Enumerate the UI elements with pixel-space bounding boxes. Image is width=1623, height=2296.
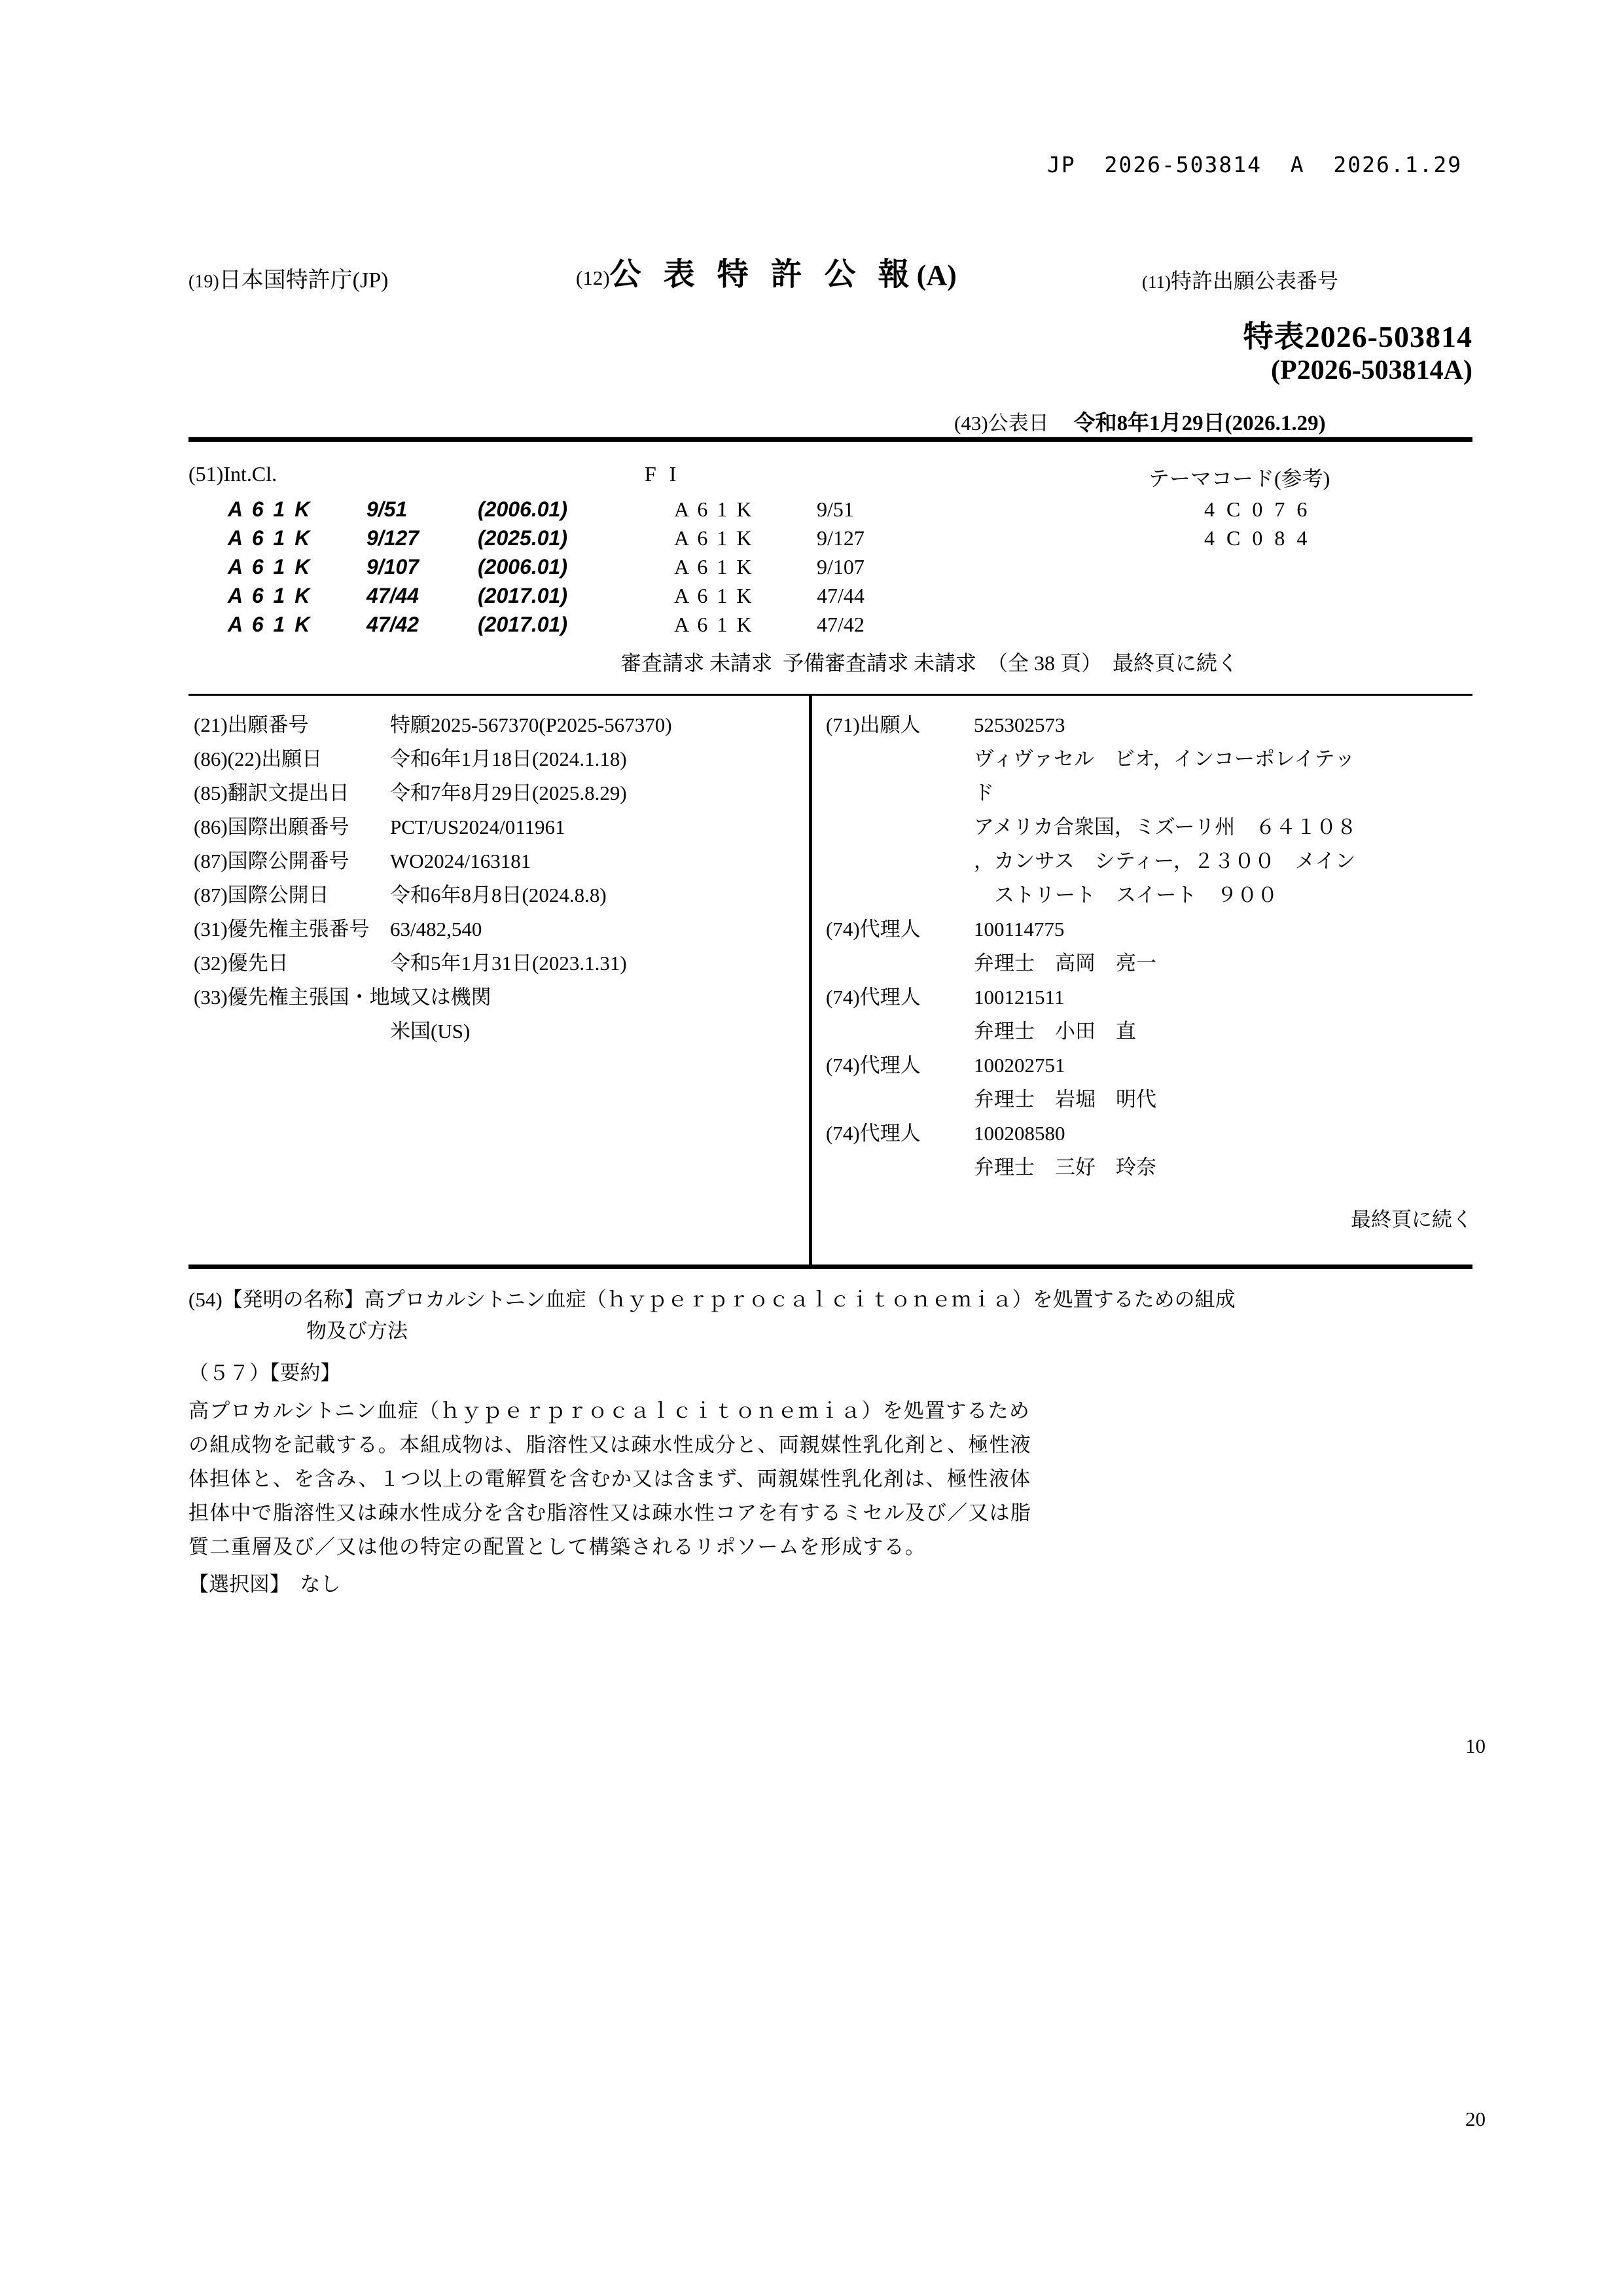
- fi-header: F I: [645, 462, 681, 486]
- document-type: [576, 249, 957, 294]
- abstract-line-5: 質二重層及び／又は他の特定の配置として構築されるリポソームを形成する。: [188, 1535, 926, 1558]
- field-translation-date: [194, 779, 802, 807]
- agent-2-code: (74)代理人: [826, 986, 921, 1009]
- intcl-group-5: 47/42: [366, 613, 419, 636]
- fi-group-3: 9/107: [817, 555, 865, 579]
- field-international-publication-number: [194, 847, 802, 875]
- field-applicant: [826, 711, 1474, 739]
- priority-country-value: 米国(US): [390, 1020, 471, 1043]
- intl-publication-number-code: (87)国際公開番号: [194, 850, 349, 872]
- agent-3-id: 100202751: [974, 1054, 1065, 1077]
- agent-4-name: [826, 1153, 1474, 1181]
- invention-title-block: [188, 1284, 1478, 1347]
- line-marker-20: 20: [1465, 2108, 1486, 2130]
- intcl-symbol-4: A 6 1 K: [228, 584, 312, 607]
- publication-date: [954, 406, 1326, 437]
- intcl-group-2: 9/127: [366, 526, 419, 550]
- agent-1-title: 弁理士: [974, 952, 1035, 975]
- intcl-version-5: (2017.01): [478, 613, 567, 636]
- theme-code-2: 4 C 0 8 4: [1204, 526, 1311, 550]
- selected-figure: 【選択図】 なし: [188, 1573, 341, 1596]
- rule-top: [188, 437, 1472, 442]
- applicant-code: (71)出願人: [826, 713, 921, 736]
- issuing-office: [188, 262, 388, 294]
- biblio-left-column: [194, 711, 802, 1051]
- intl-application-number-value: PCT/US2024/011961: [390, 816, 565, 838]
- office-code: (19): [188, 272, 219, 292]
- biblio-right-column: [826, 711, 1474, 1187]
- intcl-symbol-2: A 6 1 K: [228, 526, 312, 550]
- filing-date-value: 令和6年1月18日(2024.1.18): [390, 747, 627, 770]
- theme-code-header: テーマコード(参考): [1149, 467, 1330, 490]
- field-priority-date: [194, 949, 802, 977]
- intcl-symbol-3: A 6 1 K: [228, 555, 312, 579]
- applicant-address-line-2: ，カンサス シティー，２３００ メイン: [974, 850, 1356, 872]
- line-marker-10: 10: [1465, 1734, 1486, 1757]
- intcl-label: Int.Cl.: [223, 462, 277, 486]
- agent-3-code: (74)代理人: [826, 1054, 921, 1077]
- agent-4-title: 弁理士: [974, 1156, 1035, 1179]
- document-kind-code: (A): [916, 259, 957, 291]
- intcl-version-1: (2006.01): [478, 497, 567, 521]
- intl-publication-date-code: (87)国際公開日: [194, 884, 329, 906]
- abstract-line-1: 高プロカルシトニン血症（ｈｙｐｅｒｐｒｏｃａｌｃｉｔｏｎｅｍｉａ）を処置するため: [188, 1399, 1030, 1422]
- abstract-line-3: 体担体と、を含み、１つ以上の電解質を含むか又は含まず、両親媒性乳化剤は、極性液体: [188, 1467, 1031, 1490]
- fi-group-2: 9/127: [817, 526, 865, 550]
- publication-date-label: 公表日: [988, 412, 1049, 435]
- agent-2-name: [826, 1017, 1474, 1045]
- field-international-publication-date: [194, 881, 802, 909]
- fi-symbol-4: A 6 1 K: [674, 584, 754, 607]
- invention-title-line-2: 物及び方法: [306, 1319, 408, 1342]
- field-agent-3: [826, 1051, 1474, 1079]
- document-type-code: (12): [576, 266, 610, 289]
- theme-code-1: 4 C 0 7 6: [1204, 497, 1311, 521]
- agent-2-title: 弁理士: [974, 1020, 1035, 1043]
- rule-biblio-bottom: [188, 1265, 1472, 1269]
- intcl-version-2: (2025.01): [478, 526, 567, 550]
- intcl-version-3: (2006.01): [478, 555, 567, 579]
- applicant-name-line-1: ヴィヴァセル ビオ，インコーポレイテッ: [974, 747, 1355, 770]
- agent-1-person: 高岡 亮一: [1055, 952, 1156, 975]
- intcl-header: [188, 462, 277, 486]
- intcl-group-1: 9/51: [366, 497, 408, 521]
- field-filing-date: [194, 745, 802, 773]
- intcl-symbol-5: A 6 1 K: [228, 613, 312, 636]
- abstract-body: [188, 1394, 1481, 1564]
- fi-symbol-2: A 6 1 K: [674, 526, 754, 550]
- field-priority-number: [194, 915, 802, 943]
- intcl-group-3: 9/107: [366, 555, 419, 579]
- continued-on-last-page: 最終頁に続く: [1351, 1208, 1472, 1231]
- intcl-group-4: 47/44: [366, 584, 419, 607]
- examination-request-line: 審査請求 未請求 予備審査請求 未請求 （全 38 頁） 最終頁に続く: [620, 651, 1239, 675]
- fi-symbol-5: A 6 1 K: [674, 613, 754, 636]
- fi-symbol-1: A 6 1 K: [674, 497, 754, 521]
- invention-title-text-1: 高プロカルシトニン血症（ｈｙｐｅｒｐｒｏｃａｌｃｉｔｏｎｅｍｉａ）を処置するための組成: [364, 1288, 1236, 1311]
- agent-3-person: 岩堀 明代: [1055, 1088, 1156, 1111]
- intl-publication-number-value: WO2024/163181: [390, 850, 531, 872]
- fi-group-5: 47/42: [817, 613, 865, 636]
- agent-4-code: (74)代理人: [826, 1122, 921, 1145]
- invention-title-code: (54)【発明の名称】: [188, 1288, 365, 1311]
- publication-number-label: [1142, 264, 1338, 295]
- agent-2-person: 小田 直: [1055, 1020, 1136, 1043]
- field-agent-4: [826, 1119, 1474, 1147]
- agent-4-person: 三好 玲奈: [1055, 1156, 1156, 1179]
- priority-number-value: 63/482,540: [390, 918, 482, 941]
- translation-date-code: (85)翻訳文提出日: [194, 781, 349, 804]
- applicant-address-line-3: ストリート スイート ９００: [974, 884, 1278, 906]
- intcl-symbol-1: A 6 1 K: [228, 497, 312, 521]
- agent-4-id: 100208580: [974, 1122, 1065, 1145]
- publication-number-code: (11): [1142, 272, 1171, 292]
- applicant-id: 525302573: [974, 713, 1065, 736]
- abstract-line-2: の組成物を記載する。本組成物は、脂溶性又は疎水性成分と、両親媒性乳化剤と、極性液: [188, 1433, 1031, 1456]
- agent-2-id: 100121511: [974, 986, 1065, 1009]
- invention-title-line-1: [188, 1284, 1478, 1316]
- office-name: 日本国特許庁(JP): [219, 268, 389, 293]
- publication-number: 特表2026-503814: [1243, 320, 1472, 353]
- application-number-value: 特願2025-567370(P2025-567370): [390, 713, 672, 736]
- rule-biblio-top: [188, 694, 1472, 696]
- biblio-column-divider: [809, 694, 812, 1267]
- priority-number-code: (31)優先権主張番号: [194, 918, 370, 941]
- priority-date-code: (32)優先日: [194, 952, 289, 975]
- publication-number-alt: (P2026-503814A): [1271, 355, 1472, 386]
- field-international-application-number: [194, 813, 802, 841]
- fi-group-1: 9/51: [817, 497, 854, 521]
- intl-publication-date-value: 令和6年8月8日(2024.8.8): [390, 884, 607, 906]
- agent-1-code: (74)代理人: [826, 918, 921, 941]
- applicant-address-line-1: アメリカ合衆国，ミズーリ州 ６４１０８: [974, 816, 1357, 838]
- application-number-code: (21)出願番号: [194, 713, 309, 736]
- publication-date-code: (43): [954, 412, 988, 435]
- publication-number-caption: 特許出願公表番号: [1170, 269, 1338, 293]
- fi-symbol-3: A 6 1 K: [674, 555, 754, 579]
- agent-1-name: [826, 949, 1474, 977]
- priority-date-value: 令和5年1月31日(2023.1.31): [390, 952, 627, 975]
- applicant-name-line-2: ド: [974, 781, 994, 804]
- agent-3-title: 弁理士: [974, 1088, 1035, 1111]
- field-agent-1: [826, 915, 1474, 943]
- document-type-label: 公 表 特 許 公 報: [609, 257, 917, 292]
- fi-group-4: 47/44: [817, 584, 865, 607]
- field-agent-2: [826, 983, 1474, 1011]
- filing-date-code: (86)(22)出願日: [194, 747, 323, 770]
- agent-3-name: [826, 1085, 1474, 1113]
- translation-date-value: 令和7年8月29日(2025.8.29): [390, 781, 627, 804]
- publication-date-value: 令和8年1月29日(2026.1.29): [1073, 412, 1326, 435]
- running-head: JP 2026-503814 A 2026.1.29: [1047, 152, 1463, 177]
- abstract-heading: （５７）【要約】: [188, 1361, 341, 1384]
- intcl-version-4: (2017.01): [478, 584, 567, 607]
- intcl-code: (51): [188, 462, 224, 486]
- agent-1-id: 100114775: [974, 918, 1065, 941]
- abstract-line-4: 担体中で脂溶性又は疎水性成分を含む脂溶性又は疎水性コアを有するミセル及び／又は脂: [188, 1501, 1031, 1524]
- priority-country-code: (33)優先権主張国・地域又は機関: [194, 986, 491, 1009]
- field-application-number: [194, 711, 802, 739]
- intl-application-number-code: (86)国際出願番号: [194, 816, 349, 838]
